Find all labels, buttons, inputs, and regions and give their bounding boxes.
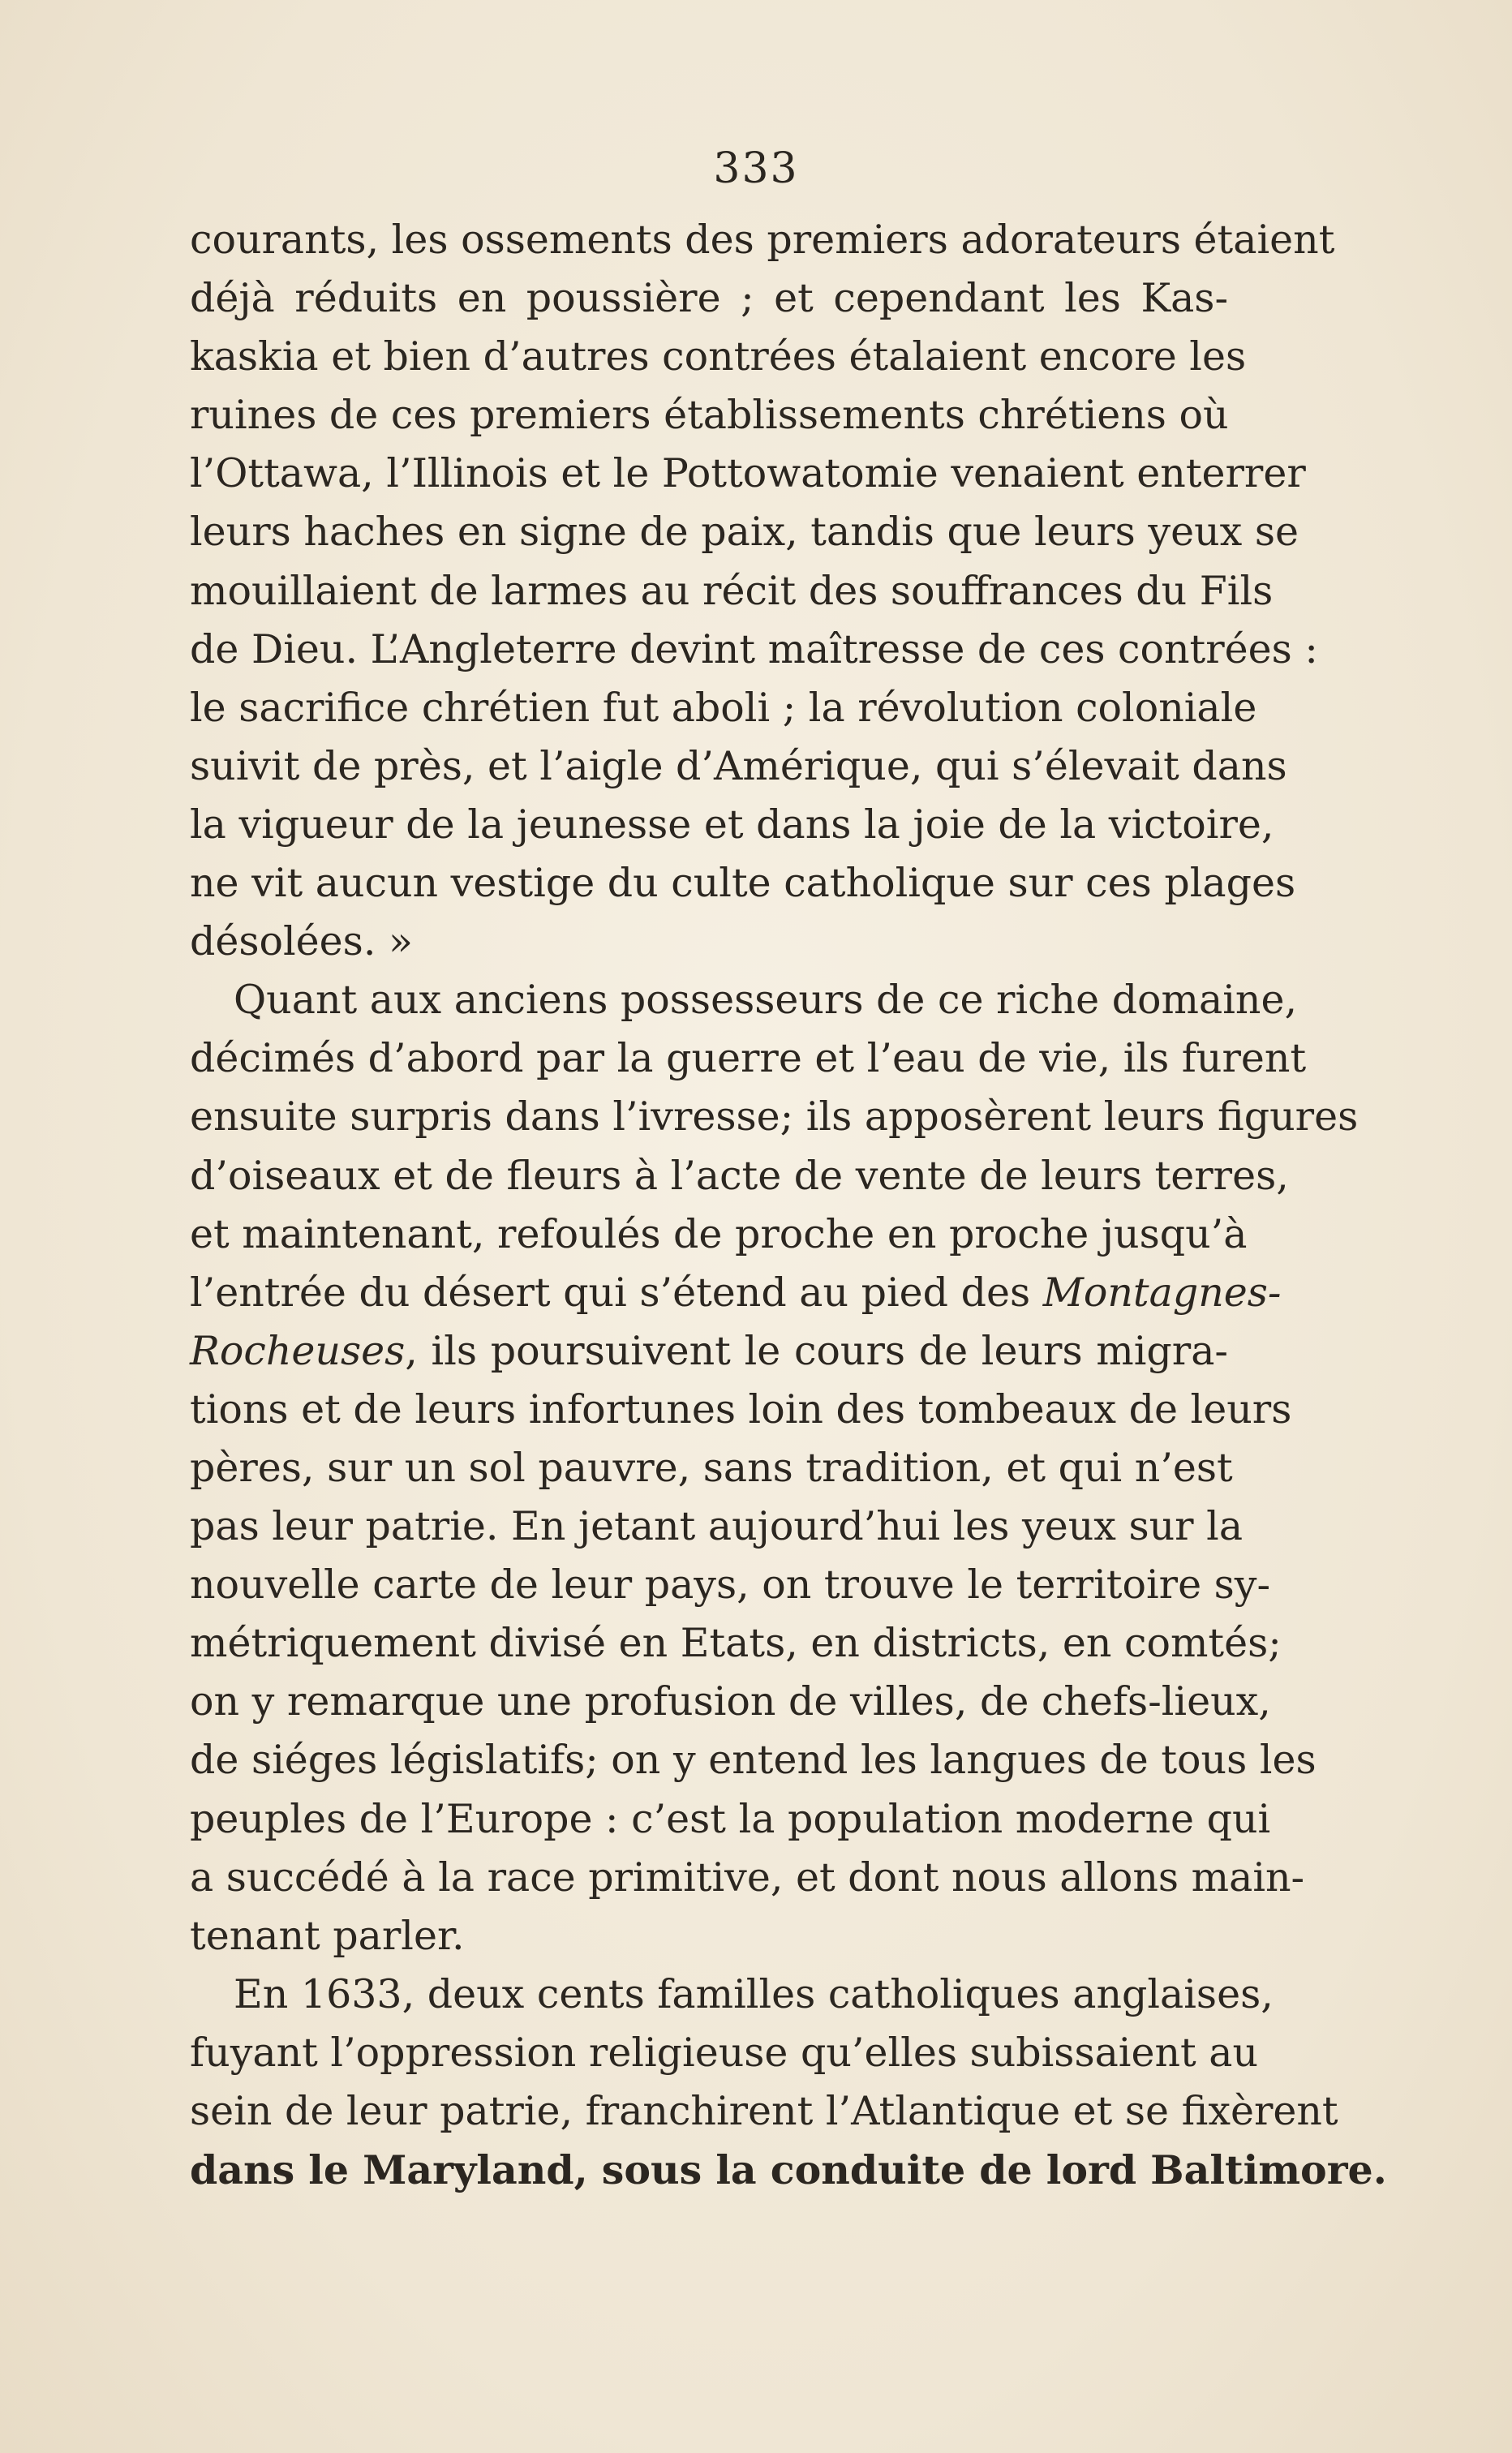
- text-line: a succédé à la race primitive, et dont nous allons main-: [190, 1854, 1305, 1901]
- text-line: décimés d’abord par la guerre et l’eau de vie, ils furent: [190, 1035, 1307, 1082]
- text-line: courants, les ossements des premiers adorateurs étaient: [190, 217, 1335, 263]
- text-line: métriquement divisé en Etats, en districts, en comtés;: [190, 1620, 1282, 1667]
- text-line: de Dieu. L’Angleterre devint maîtresse de ces contrées :: [190, 625, 1318, 672]
- page-number: 333: [713, 144, 799, 193]
- text-line: suivit de près, et l’aigle d’Amérique, qui s’élevait dans: [190, 742, 1287, 789]
- text-line: peuples de l’Europe : c’est la population moderne qui: [190, 1795, 1271, 1842]
- text-line: et maintenant, refoulés de proche en proche jusqu’à: [190, 1210, 1248, 1257]
- text-line: [190, 1264, 1282, 1322]
- text-line: désolées. »: [190, 918, 413, 965]
- text-line: nouvelle carte de leur pays, on trouve le territoire sy-: [190, 1562, 1271, 1609]
- text-line: pères, sur un sol pauvre, sans tradition, et qui n’est: [190, 1444, 1233, 1491]
- text-line: de siéges législatifs; on y entend les langues de tous les: [190, 1737, 1317, 1784]
- text-line: mouillaient de larmes au récit des souffrances du Fils: [190, 567, 1274, 614]
- text-line: la vigueur de la jeunesse et dans la joie de la victoire,: [190, 801, 1274, 848]
- text-line: tenant parler.: [190, 1912, 465, 1959]
- body-text: [190, 211, 1387, 2199]
- text-line: kaskia et bien d’autres contrées étalaient encore les: [190, 333, 1247, 380]
- line-segment: , ils poursuivent le cours de leurs migra-: [405, 1327, 1228, 1374]
- text-line: [190, 1322, 1228, 1381]
- text-line: ne vit aucun vestige du culte catholique sur ces plages: [190, 860, 1296, 907]
- text-line: ensuite surpris dans l’ivresse; ils apposèrent leurs figures: [190, 1093, 1359, 1141]
- text-line: pas leur patrie. En jetant aujourd’hui les yeux sur la: [190, 1503, 1244, 1550]
- text-line: déjà réduits en poussière ; et cependant les Kas-: [190, 275, 1228, 322]
- text-line: le sacrifice chrétien fut aboli ; la révolution coloniale: [190, 684, 1257, 731]
- text-line: tions et de leurs infortunes loin des tombeaux de leurs: [190, 1385, 1292, 1433]
- paragraph-start-line: En 1633, deux cents familles catholiques anglaises,: [234, 1970, 1274, 2017]
- italic-segment: Rocheuses: [190, 1327, 406, 1374]
- paragraph-start-line: Quant aux anciens possesseurs de ce riche domaine,: [234, 977, 1298, 1024]
- text-line: d’oiseaux et de fleurs à l’acte de vente de leurs terres,: [190, 1152, 1289, 1199]
- text-line: leurs haches en signe de paix, tandis que leurs yeux se: [190, 509, 1299, 556]
- text-line: ruines de ces premiers établissements chrétiens où: [190, 392, 1229, 439]
- text-line: dans le Maryland, sous la conduite de lord Baltimore.: [190, 2146, 1387, 2194]
- italic-segment: Montagnes-: [1042, 1269, 1282, 1316]
- text-line: on y remarque une profusion de villes, de chefs-lieux,: [190, 1678, 1271, 1725]
- text-line: l’Ottawa, l’Illinois et le Pottowatomie venaient enterrer: [190, 450, 1306, 497]
- text-line: fuyant l’oppression religieuse qu’elles subissaient au: [190, 2029, 1259, 2076]
- line-segment: l’entrée du désert qui s’étend au pied des: [190, 1269, 1043, 1316]
- text-line: sein de leur patrie, franchirent l’Atlantique et se fixèrent: [190, 2088, 1338, 2134]
